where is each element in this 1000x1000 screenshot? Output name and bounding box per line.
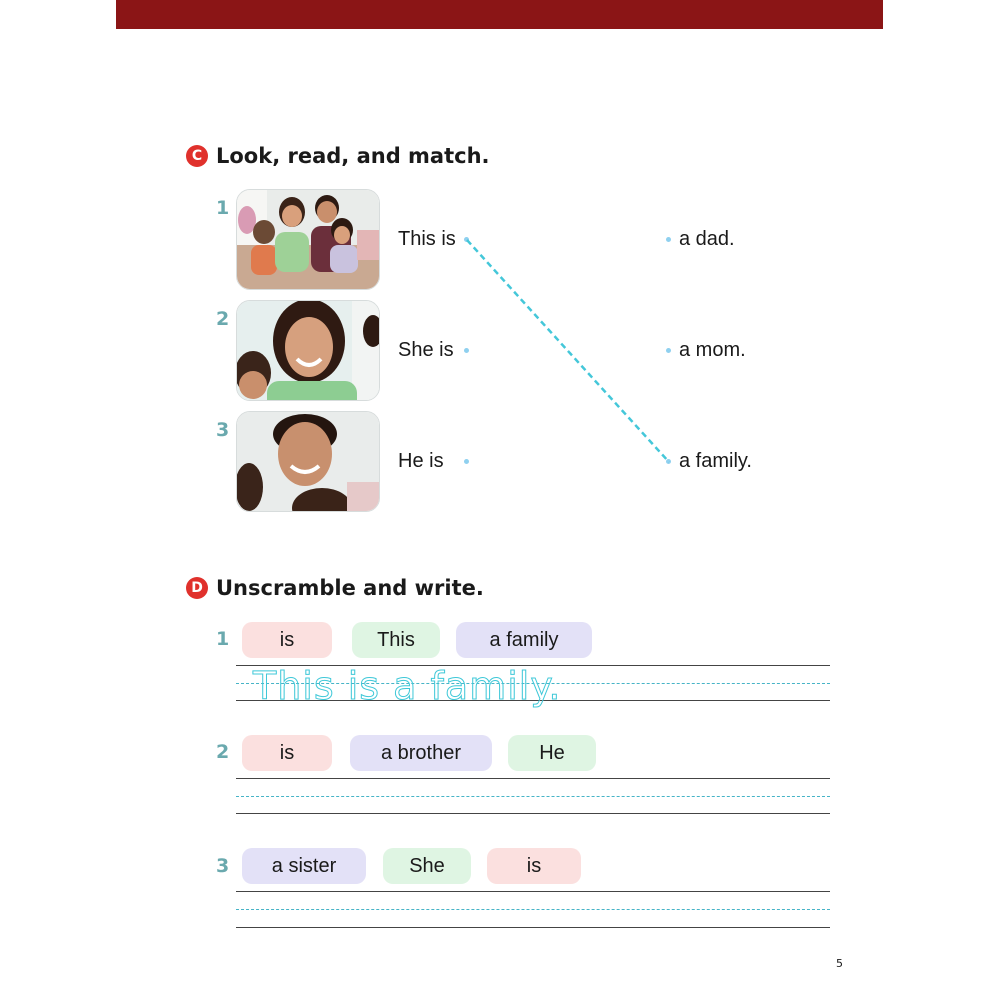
- phrase-this-is: This is: [398, 228, 456, 250]
- writing-line-top: [236, 778, 830, 779]
- section-c-title: Look, read, and match.: [216, 144, 490, 168]
- item-number: 2: [216, 308, 230, 330]
- word-chip[interactable]: is: [487, 848, 581, 884]
- ending-mom: a mom.: [679, 339, 746, 361]
- word-chip[interactable]: a family: [456, 622, 592, 658]
- ending-dad: a dad.: [679, 228, 735, 250]
- word-chip[interactable]: She: [383, 848, 471, 884]
- word-chip[interactable]: a sister: [242, 848, 366, 884]
- writing-line-top: [236, 891, 830, 892]
- item-number: 3: [216, 419, 230, 441]
- writing-line-mid: [236, 909, 830, 910]
- section-d-title: Unscramble and write.: [216, 576, 484, 600]
- page-number: 5: [836, 957, 843, 970]
- section-c-badge: C: [186, 145, 208, 167]
- word-chip[interactable]: This: [352, 622, 440, 658]
- ending-family: a family.: [679, 450, 752, 472]
- word-chip[interactable]: is: [242, 735, 332, 771]
- example-answer-trace: This is a family.: [253, 664, 562, 708]
- item-number: 3: [216, 855, 230, 877]
- section-d-heading: [186, 576, 484, 600]
- writing-line-bottom: [236, 813, 830, 814]
- word-chip[interactable]: a brother: [350, 735, 492, 771]
- word-chip[interactable]: is: [242, 622, 332, 658]
- item-number: 1: [216, 197, 230, 219]
- section-d-badge: D: [186, 577, 208, 599]
- phrase-she-is: She is: [398, 339, 454, 361]
- item-number: 2: [216, 741, 230, 763]
- word-chip[interactable]: He: [508, 735, 596, 771]
- phrase-he-is: He is: [398, 450, 444, 472]
- writing-line-bottom: [236, 927, 830, 928]
- item-number: 1: [216, 628, 230, 650]
- writing-line-mid: [236, 796, 830, 797]
